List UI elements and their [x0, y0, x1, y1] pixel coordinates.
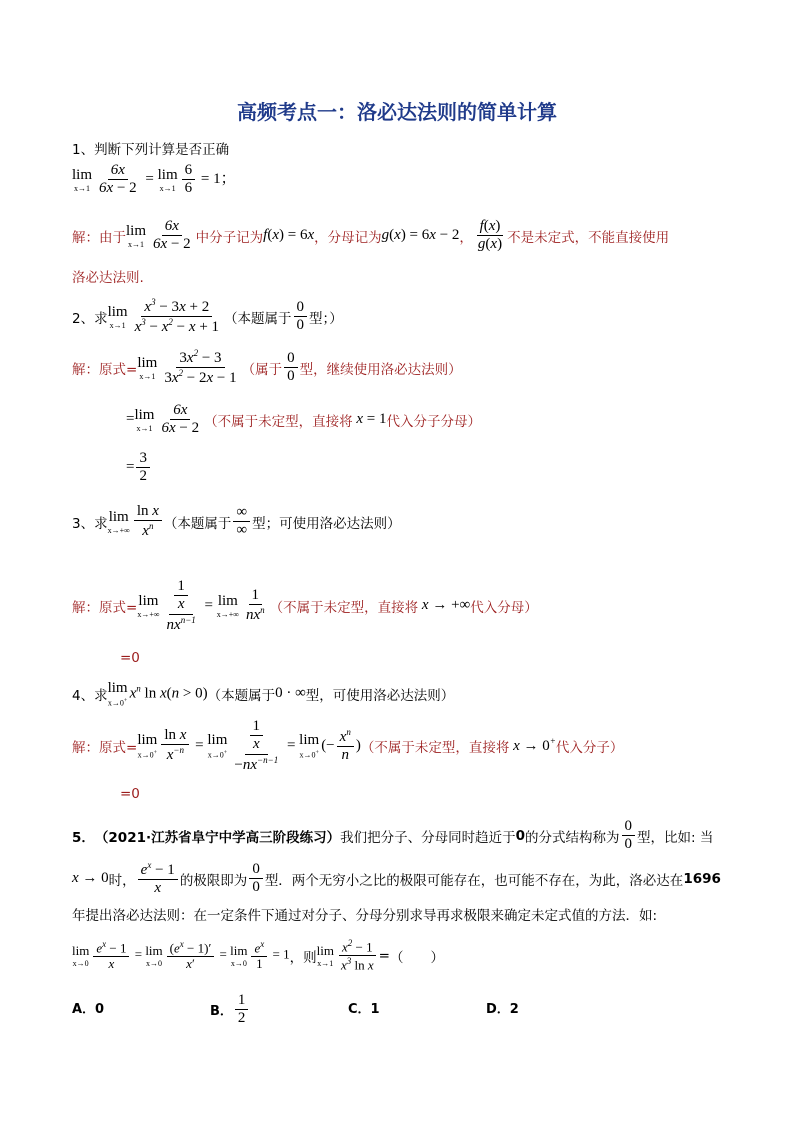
question-1-expression: lim x→1 $\frac{6x}{6x - 2}$ = lim x→1 $\frac{6}{6}$ = 1；	[72, 162, 236, 197]
question-4-result: =0	[120, 786, 140, 802]
question-2-result: = $\frac{3}{2}$	[126, 450, 152, 486]
question-2-step-2: = lim x→1 $\frac{6x}{6x - 2}$ （不属于未定型，直接将 x = 1 代入分子分母）	[126, 402, 482, 437]
choice-b[interactable]: B． $\frac{1}{2}$	[210, 992, 250, 1028]
question-3-solution: 解：原式= lim x→+∞ $\frac{\frac{1}{x}}{nx^{n-1}}$ = lim x→+∞ $\frac{1}{nx^n}$ （不属于未定型，直接将 x → +∞ 代入分母）	[72, 578, 538, 633]
page-title: 高频考点一：洛必达法则的简单计算	[237, 100, 557, 124]
question-4-solution: 解：原式= lim x→0+ $\frac{\text{ln x}}{x^{-n}}$ = lim x→0+ $\frac{\frac{1}{x}}{-nx^{-n-1}}$ = lim x→0+ (− $\frac{x^n}{n}$ ) （不属于未定型，直接将 x → 0+ 代入分子）	[72, 718, 624, 773]
choice-d[interactable]: D．2	[486, 1002, 519, 1017]
question-3: 3、求 lim x→+∞ $\frac{\text{ln x}}{x^n}$ （本题属于 $\frac{\infty}{\infty}$ 型；可使用洛必达法则）	[72, 503, 401, 540]
question-1-solution: 解：由于 lim x→1 $\frac{6x}{6x - 2}$ 中分子记为 f(x) = 6x ，分母记为 g(x) = 6x − 2 ， $\frac{f(x)}{g(x)}$ 不是未定式，不能直接使用	[72, 218, 670, 253]
question-1-solution-line2: 洛必达法则.	[72, 270, 144, 286]
question-3-result: =0	[120, 650, 140, 666]
question-2: 2、求 lim x→1 $\frac{x^3 - 3x + 2}{x^3 - x^2 - x + 1}$ （本题属于 $\frac{0}{0}$ 型；）	[72, 297, 343, 336]
choice-c[interactable]: C．1	[348, 1002, 380, 1017]
question-5-line-2: x → 0 时， $\frac{e^x - 1}{x}$ 的极限即为 $\frac{0}{0}$ 型．两个无穷小之比的极限可能存在，也可能不存在，为此，洛必达在 1696	[72, 860, 721, 897]
choice-a[interactable]: A．0	[72, 1002, 105, 1017]
question-5-line-3: 年提出洛必达法则：在一定条件下通过对分子、分母分别求导再求极限来确定未定式值的方法．如:	[72, 908, 658, 924]
question-4: 4、求 lim x→0+ $x^n$ ln x(n > 0) （本题属于 0 · ∞ 型，可使用洛必达法则）	[72, 680, 455, 708]
question-5-line-4: lim x→0 $\frac{e^x - 1}{x}$ = lim x→0 $\frac{(e^x - 1)'}{x'}$ = lim x→0 $\frac{e^x}{1}$ = 1 ，则 lim x→1 $\frac{x^2 - 1}{x^3 \ln x}$ = （ ）	[72, 938, 444, 973]
question-2-step-1: 解：原式= lim x→1 $\frac{3x^2 - 3}{3x^2 - 2x - 1}$ （属于 $\frac{0}{0}$ 型，继续使用洛必达法则）	[72, 348, 462, 387]
question-5-line-1: 5． （2021·江苏省阜宁中学高三阶段练习） 我们把分子、分母同时趋近于 0 的分式结构称为 $\frac{0}{0}$ 型，比如: 当	[72, 818, 714, 853]
question-1-label: 1、判断下列计算是否正确	[72, 142, 230, 158]
